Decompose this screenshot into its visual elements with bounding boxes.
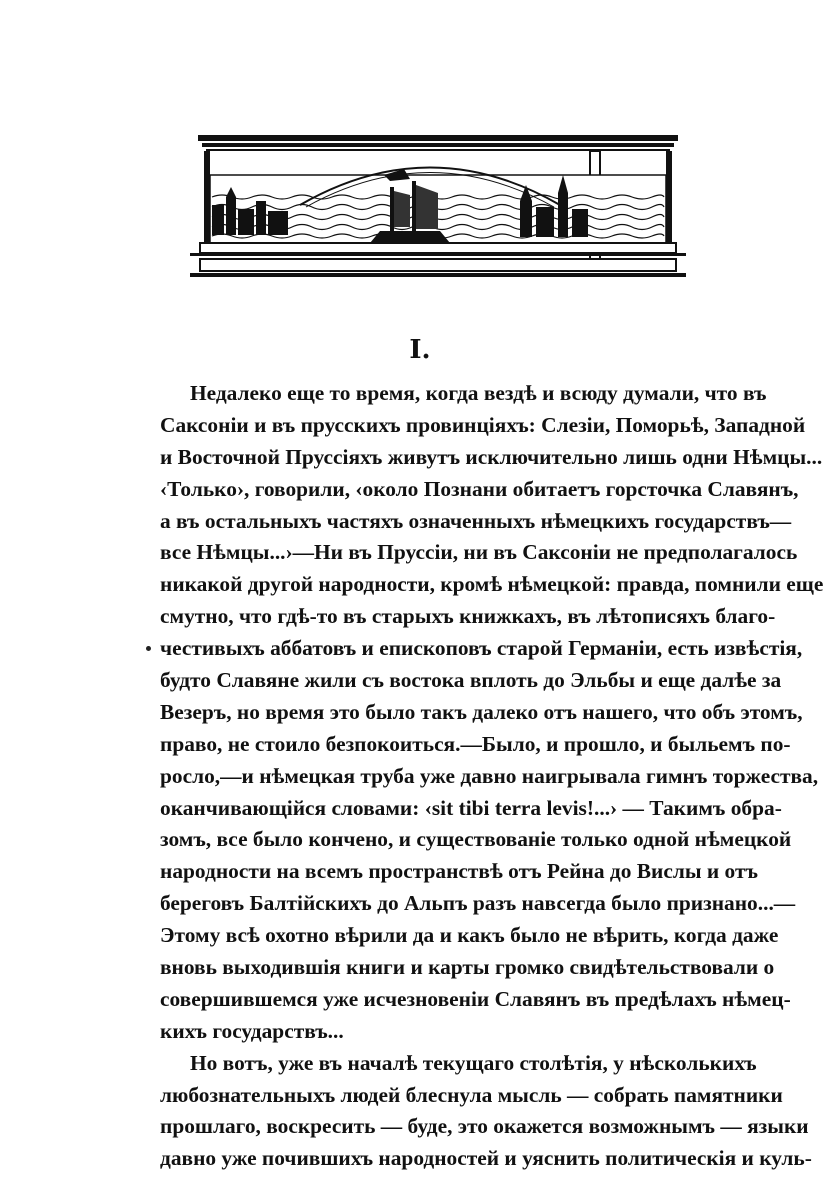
text-line: Везеръ, но время это было такъ далеко отъ нашего, что объ этомъ, xyxy=(160,699,803,724)
text-line: а въ остальныхъ частяхъ означенныхъ нѣмецкихъ государствъ— xyxy=(160,508,792,533)
text-line: никакой другой народности, кромѣ нѣмецкой: правда, помнили еще xyxy=(160,572,824,597)
text-line: прошлаго, воскресить — буде, это окажется возможнымъ — языки xyxy=(160,1114,809,1139)
text-line: Саксоніи и въ прусскихъ провинціяхъ: Слезіи, Поморьѣ, Западной xyxy=(160,412,806,437)
text-line: береговъ Балтійскихъ до Альпъ разъ навсегда было признано...— xyxy=(160,891,796,916)
ornamental-headpiece xyxy=(190,135,686,280)
text-line: любознательныхъ людей блеснула мысль — собрать памятники xyxy=(160,1082,783,1107)
margin-mark xyxy=(146,646,151,651)
text-line: ‹Только›, говорили, ‹около Познани обитаетъ горсточка Славянъ, xyxy=(160,476,799,501)
text-line: росло,—и нѣмецкая труба уже давно наигрывала гимнъ торжества, xyxy=(160,763,819,788)
body-text xyxy=(160,378,824,1175)
text-line: Недалеко еще то время, когда вездѣ и всюду думали, что въ xyxy=(190,381,767,405)
text-line: Этому всѣ охотно вѣрили да и какъ было не вѣрить, когда даже xyxy=(160,923,779,948)
text-line: Но вотъ, уже въ началѣ текущаго столѣтія, у нѣсколькихъ xyxy=(190,1050,757,1075)
text-line: будто Славяне жили съ востока вплоть до Эльбы и еще далѣе за xyxy=(160,668,782,693)
chapter-number: I. xyxy=(409,335,431,365)
text-line: честивыхъ аббатовъ и епископовъ старой Германіи, есть извѣстія, xyxy=(160,636,803,661)
text-line: смутно, что гдѣ-то въ старыхъ книжкахъ, въ лѣтописяхъ благо- xyxy=(160,604,776,629)
text-line: совершившемся уже исчезновеніи Славянъ въ предѣлахъ нѣмец- xyxy=(160,986,791,1011)
text-line: оканчивающійся словами: ‹sit tibi terra levis!...› — Такимъ обра- xyxy=(160,795,782,820)
text-line: зомъ, все было кончено, и существованіе только одной нѣмецкой xyxy=(160,827,792,852)
text-line: право, не стоило безпокоиться.—Было, и прошло, и быльемъ по- xyxy=(160,731,791,756)
text-line: и Восточной Пруссіяхъ живутъ исключительно лишь одни Нѣмцы... xyxy=(160,444,823,469)
ornamental-seascape-headpiece-icon xyxy=(190,135,686,280)
text-line: народности на всемъ пространствѣ отъ Рейна до Вислы и отъ xyxy=(160,859,758,884)
text-line: вновь выходившія книги и карты громко свидѣтельствовали о xyxy=(160,955,775,980)
text-line: давно уже почившихъ народностей и уяснить политическія и куль- xyxy=(160,1146,812,1171)
text-line: все Нѣмцы...›—Ни въ Пруссіи, ни въ Саксоніи не предполагалось xyxy=(160,540,798,565)
text-line: кихъ государствъ... xyxy=(160,1018,344,1043)
